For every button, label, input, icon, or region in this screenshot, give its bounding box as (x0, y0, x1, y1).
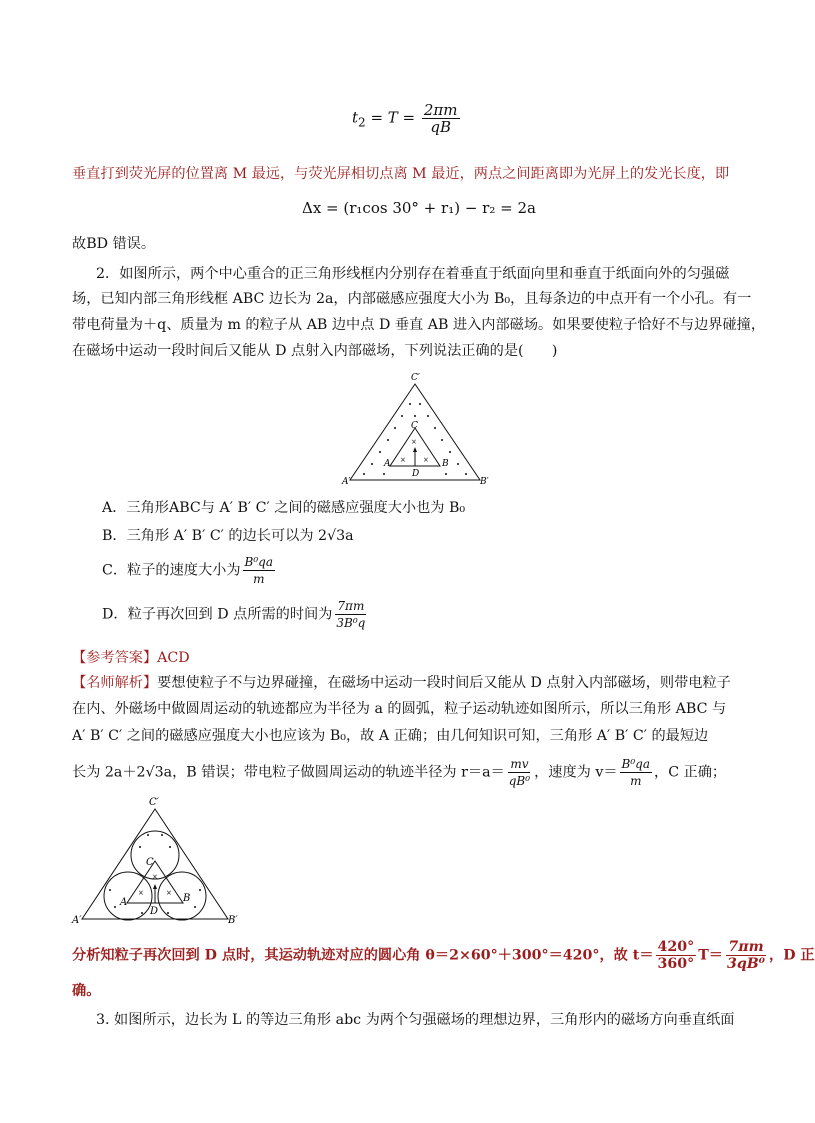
final-analysis-line-1: 分析知粒子再次回到 D 点时，其运动轨迹对应的圆心角 θ＝2×60°＋300°＝420°，故 t＝ $\frac{420^\circ}{360^\circ}$ T＝ $\frac{7\pi m}{\text{3qB⁰}}$ ，D 正 (72, 939, 815, 972)
analysis-line-4: 长为 2a＋2√3a，B 错误；带电粒子做圆周运动的轨迹半径为 r＝a＝ $\frac{mv}{\text{qB⁰}}$ ，速度为 v＝ $\frac{\text{B⁰qa}}{m}$ ，C 正确； (72, 757, 727, 788)
label-d: D (412, 469, 420, 479)
analysis-label: 【名师解析】 (72, 675, 158, 691)
analysis-line-1: 【名师解析】要想使粒子不与边界碰撞，在磁场中运动一段时间后又能从 D 点射入内部磁场，则带电粒子 (72, 675, 731, 691)
svg-text:×: × (138, 889, 144, 897)
analysis-line-3: A′ B′ C′ 之间的磁感应强度大小也应该为 B₀，故 A 正确；由几何知识可知，三角形 A′ B′ C′ 的最短边 (72, 728, 709, 744)
label-c: C (411, 421, 418, 431)
figure-trajectory (70, 795, 240, 930)
svg-text:×: × (423, 456, 429, 464)
label-a-outer-2: A′ (72, 915, 82, 926)
label-a-2: A (120, 897, 128, 908)
fraction: $\frac{2\pi m}{qB}$ (423, 101, 458, 136)
option-c: C．粒子的速度大小为 $\frac{\text{B⁰qa}}{m}$ (102, 555, 274, 586)
label-d-2: D (150, 906, 159, 917)
option-a: A．三角形ABC与 A′ B′ C′ 之间的磁感应强度大小也为 B₀ (102, 500, 466, 516)
label-c-outer-2: C′ (149, 797, 159, 808)
conclusion-text: 故BD 错误。 (72, 236, 156, 252)
label-b-2: B (183, 893, 191, 904)
paragraph-m: 垂直打到荧光屏的位置离 M 最远，与荧光屏相切点离 M 最近，两点之间距离即为光屏上的发光长度，即 (72, 166, 730, 182)
question-2-line-4: 在磁场中运动一段时间后又能从 D 点射入内部磁场，下列说法正确的是( ) (72, 343, 558, 359)
svg-text:×: × (400, 456, 406, 464)
label-b-outer: B′ (480, 477, 489, 487)
label-a-outer: A′ (342, 477, 351, 487)
option-b: B．三角形 A′ B′ C′ 的边长可以为 2√3a (102, 528, 354, 544)
label-c-2: C (146, 857, 154, 868)
figure-triangles (340, 370, 490, 490)
svg-text:×: × (152, 873, 158, 881)
label-a: A (384, 459, 391, 469)
formula-t2: $t_2 = T$ = $\frac{2\pi m}{qB}$ (352, 101, 458, 136)
question-2-line-3: 带电荷量为＋q、质量为 m 的粒子从 AB 边中点 D 垂直 AB 进入内部磁场。如果要使粒子恰好不与边界碰撞， (72, 317, 766, 333)
formula-dx: Δx = (r₁cos 30° + r₁) − r₂ = 2a (302, 199, 536, 217)
label-b: B (442, 459, 449, 469)
question-2-line-2: 场，已知内部三角形线框 ABC 边长为 2a，内部磁感应强度大小为 B₀，且每条边的中点开有一个小孔。有一 (72, 291, 752, 307)
analysis-line-2: 在内、外磁场中做圆周运动的轨迹都应为半径为 a 的圆弧，粒子运动轨迹如图所示，所以三角形 ABC 与 (72, 701, 727, 717)
svg-text:×: × (166, 889, 172, 897)
option-d: D．粒子再次回到 D 点所需的时间为 $\frac{7\pi m}{\text{3B⁰q}}$ (102, 599, 366, 630)
question-2-line-1: 2．如图所示，两个中心重合的正三角形线框内分别存在着垂直于纸面向里和垂直于纸面向外的匀强磁 (96, 266, 730, 282)
final-analysis-line-2: 确。 (72, 983, 101, 999)
label-c-outer: C′ (411, 373, 420, 383)
question-3: 3. 如图所示，边长为 L 的等边三角形 abc 为两个匀强磁场的理想边界，三角形内的磁场方向垂直纸面 (96, 1012, 735, 1028)
svg-text:×: × (411, 438, 417, 446)
reference-answer: 【参考答案】ACD (72, 650, 190, 666)
label-b-outer-2: B′ (228, 915, 238, 926)
